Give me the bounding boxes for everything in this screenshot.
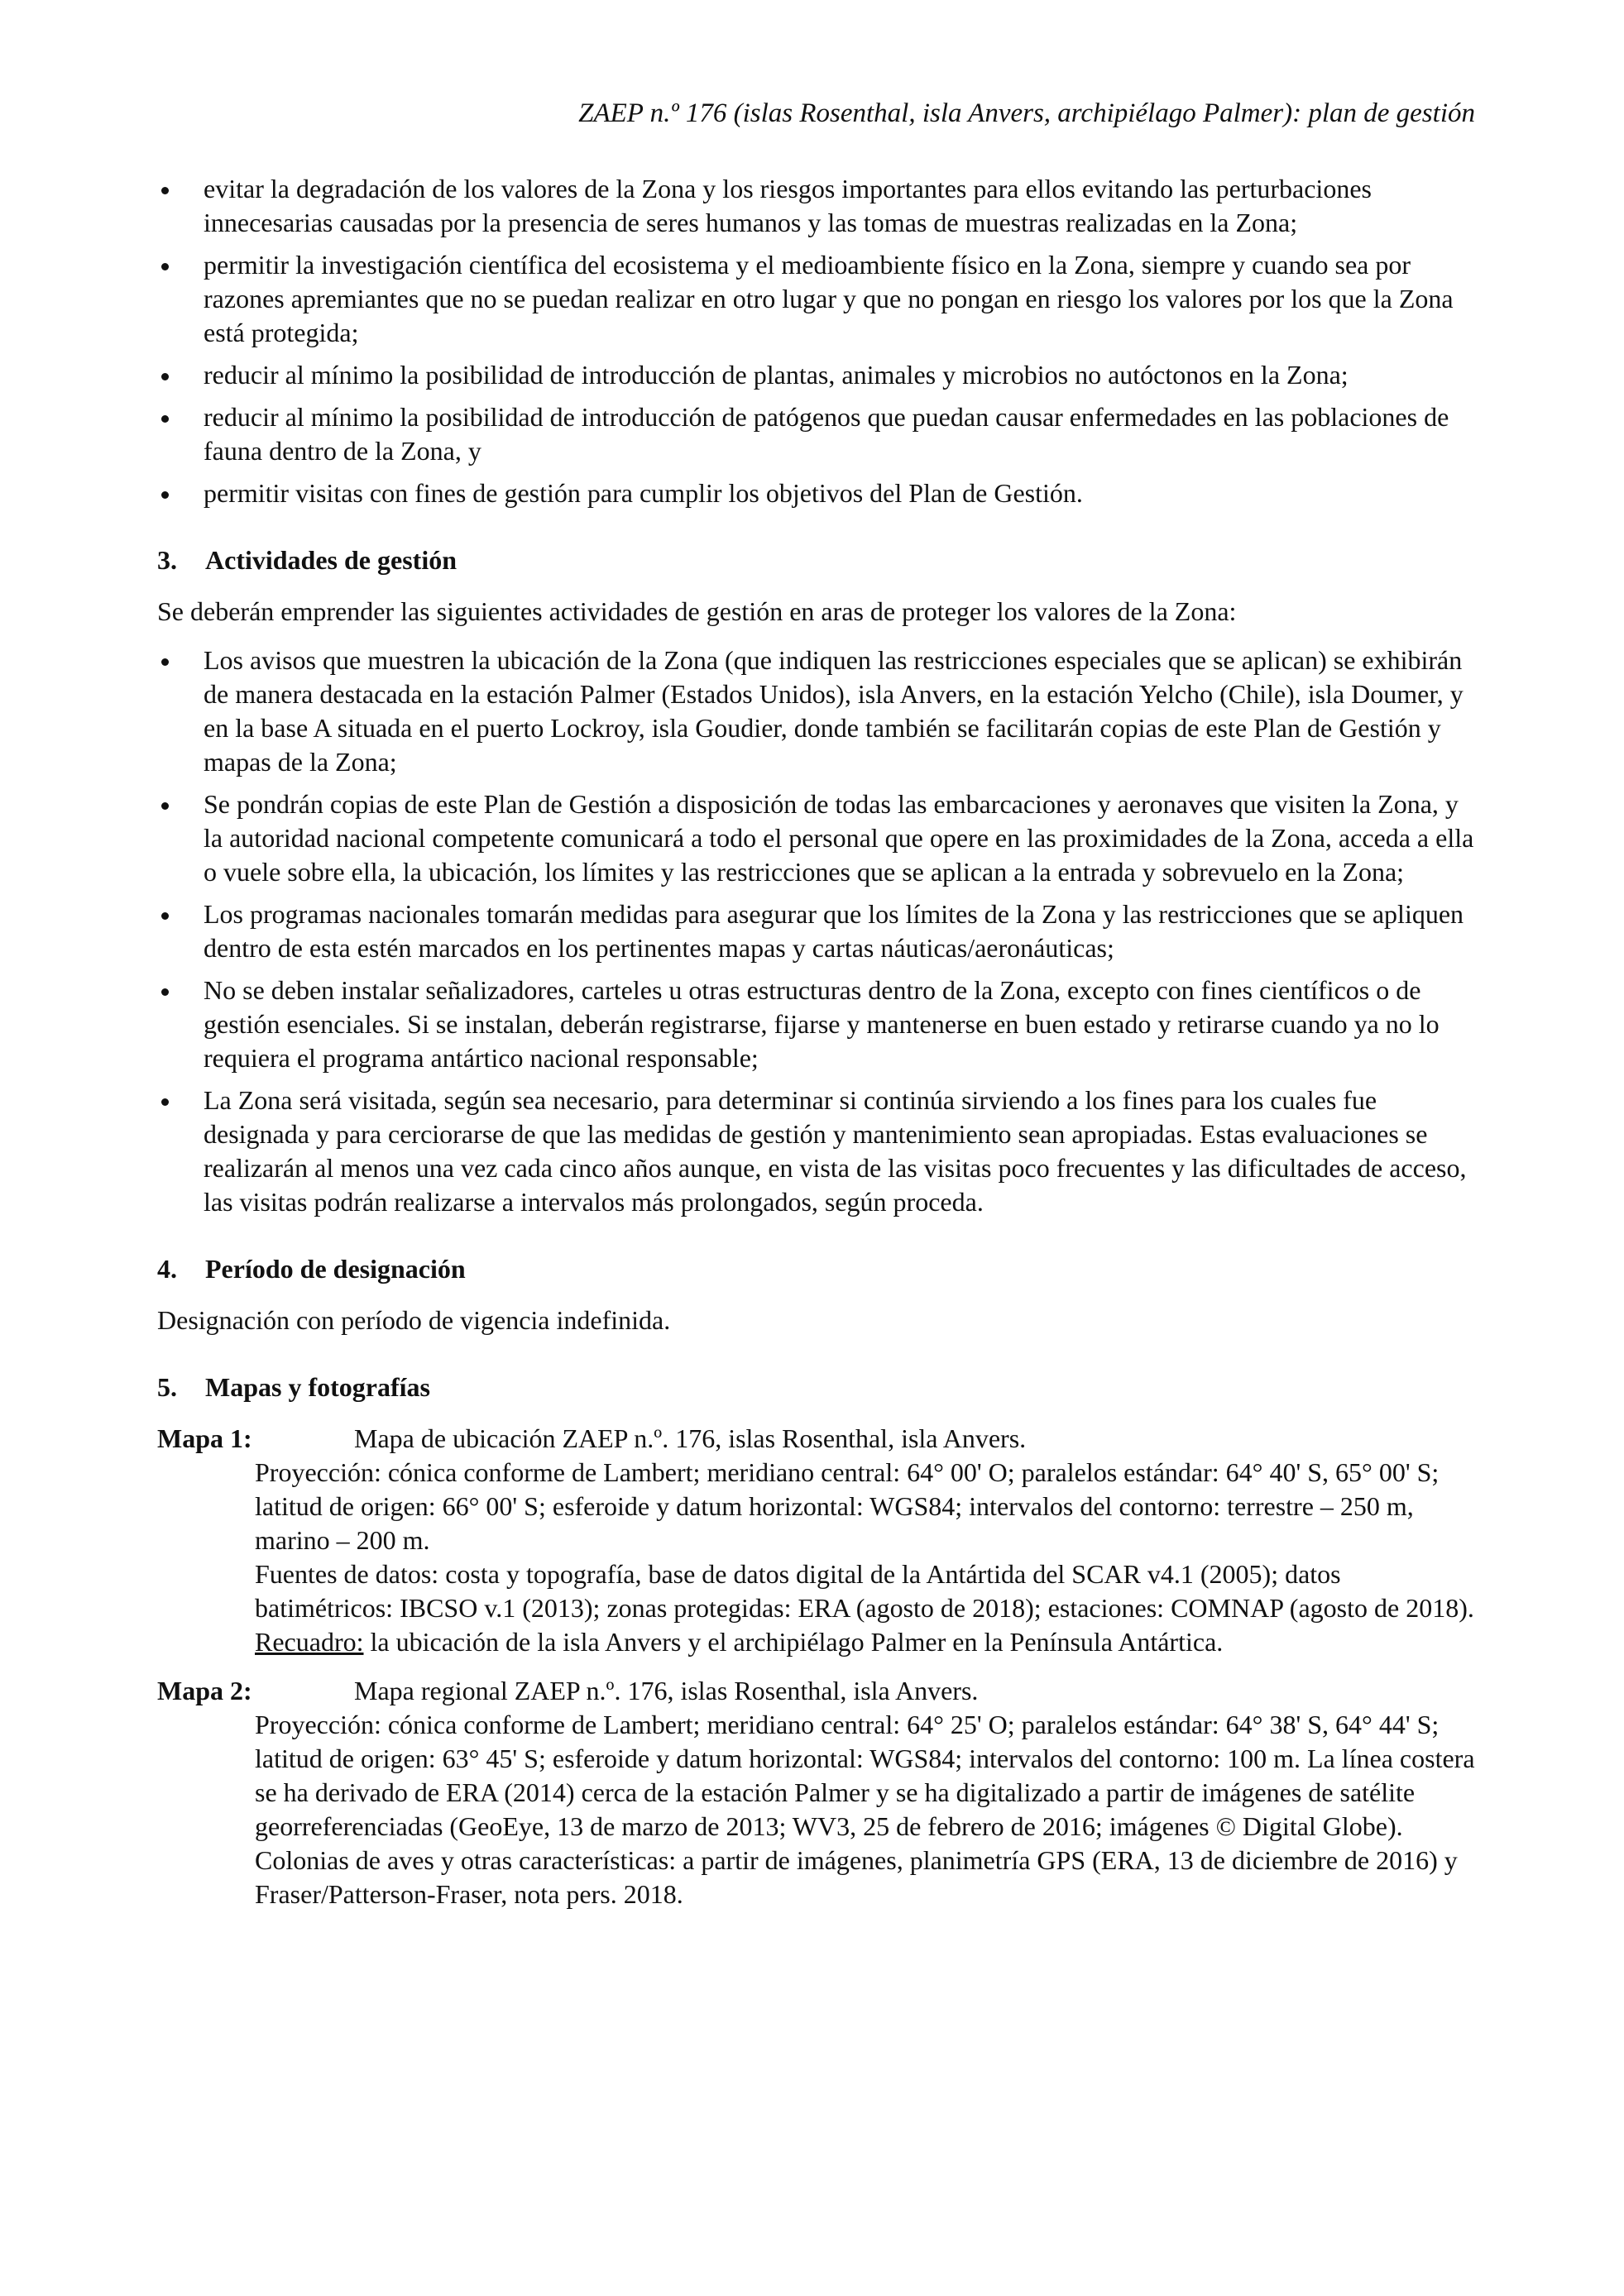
section-3-intro: Se deberán emprender las siguientes actividades de gestión en aras de proteger los valores de la Zona: xyxy=(157,596,1237,626)
map-title: Mapa regional ZAEP n.º. 176, islas Rosenthal, isla Anvers. xyxy=(354,1676,979,1705)
list-item: La Zona será visitada, según sea necesario, para determinar si continúa sirviendo a los fines para los cuales fue designada y para cerciorarse de que las medidas de gestión y mantenimiento sean apropiadas. Estas evaluaciones se realizarán al menos una vez cada cinco años aunque, en vista de las visitas poco frecuentes y las dificultades de acceso, las visitas podrán realizarse a intervalos más prolongados, según proceda. xyxy=(157,1083,1475,1219)
section-title: Mapas y fotografías xyxy=(205,1372,430,1402)
map-title: Mapa de ubicación ZAEP n.º. 176, islas Rosenthal, isla Anvers. xyxy=(354,1423,1027,1453)
inset-label: Recuadro: xyxy=(255,1627,364,1657)
bullet-icon xyxy=(161,373,169,380)
list-item: reducir al mínimo la posibilidad de introducción de plantas, animales y microbios no autóctonos en la Zona; xyxy=(157,358,1475,392)
list-item: reducir al mínimo la posibilidad de introducción de patógenos que puedan causar enfermedades en las poblaciones de fauna dentro de la Zona, y xyxy=(157,400,1475,468)
list-item: Los programas nacionales tomarán medidas para asegurar que los límites de la Zona y las restricciones que se apliquen dentro de esta estén marcados en los pertinentes mapas y cartas náuticas/aeronáuticas; xyxy=(157,897,1475,965)
section-title: Período de designación xyxy=(205,1254,466,1284)
management-activities-list xyxy=(157,643,1475,1219)
map-label: Mapa 1: xyxy=(157,1423,252,1453)
list-item: permitir la investigación científica del ecosistema y el medioambiente físico en la Zona, siempre y cuando sea por razones apremiantes que no se puedan realizar en otro lugar y que no pongan en riesgo los valores por los que la Zona está protegida; xyxy=(157,248,1475,350)
bullet-icon xyxy=(161,658,169,666)
running-title: ZAEP n.º 176 (islas Rosenthal, isla Anvers, archipiélago Palmer): plan de gestión xyxy=(578,98,1475,128)
bullet-icon xyxy=(161,988,169,996)
objectives-list xyxy=(157,172,1475,510)
map-inset xyxy=(255,1625,1475,1659)
bullet-icon xyxy=(161,491,169,499)
section-3-heading xyxy=(157,543,1475,577)
running-header xyxy=(0,97,1475,130)
section-number: 5. xyxy=(157,1372,177,1402)
map-projection: Proyección: cónica conforme de Lambert; meridiano central: 64° 00' O; paralelos estándar: 64° 40' S, 65° 00' S; latitud de origen: 66° 00' S; esferoide y datum horizontal: WGS84; intervalos del contorno: terrestre – 250 m, marino – 200 m. xyxy=(255,1457,1440,1555)
map-projection: Proyección: cónica conforme de Lambert; meridiano central: 64° 25' O; paralelos estándar: 64° 38' S, 64° 44' S; latitud de origen: 63° 45' S; esferoide y datum horizontal: WGS84; intervalos del contorno: 100 m. La línea costera se ha derivado de ERA (2014) cerca de la estación Palmer y se ha digitalizado a partir de imágenes de satélite georreferenciadas (GeoEye, 13 de marzo de 2013; WV3, 25 de febrero de 2016; imágenes © Digital Globe). Colonias de aves y otras características: a partir de imágenes, planimetría GPS (ERA, 13 de diciembre de 2016) y Fraser/Patterson-Fraser, nota pers. 2018. xyxy=(255,1710,1475,1909)
list-item: permitir visitas con fines de gestión para cumplir los objetivos del Plan de Gestión. xyxy=(157,476,1475,510)
list-item: Se pondrán copias de este Plan de Gestión a disposición de todas las embarcaciones y aeronaves que visiten la Zona, y la autoridad nacional competente comunicará a todo el personal que opere en las proximidades de la Zona, acceda a ella o vuele sobre ella, la ubicación, los límites y las restricciones que se aplican a la entrada y sobrevuelo en la Zona; xyxy=(157,787,1475,889)
bullet-icon xyxy=(161,187,169,194)
inset-text: la ubicación de la isla Anvers y el archipiélago Palmer en la Península Antártica. xyxy=(363,1627,1224,1657)
bullet-icon xyxy=(161,912,169,920)
bullet-icon xyxy=(161,263,169,270)
list-item: No se deben instalar señalizadores, carteles u otras estructuras dentro de la Zona, excepto con fines científicos o de gestión esenciales. Si se instalan, deberán registrarse, fijarse y mantenerse en buen estado y retirarse cuando ya no lo requiera el programa antártico nacional responsable; xyxy=(157,973,1475,1075)
section-5-heading xyxy=(157,1370,1475,1404)
section-title: Actividades de gestión xyxy=(205,545,457,575)
section-number: 3. xyxy=(157,545,177,575)
list-item: evitar la degradación de los valores de la Zona y los riesgos importantes para ellos evitando las perturbaciones innecesarias causadas por la presencia de seres humanos y las tomas de muestras realizadas en la Zona; xyxy=(157,172,1475,240)
section-number: 4. xyxy=(157,1254,177,1284)
list-item: Los avisos que muestren la ubicación de la Zona (que indiquen las restricciones especiales que se aplican) se exhibirán de manera destacada en la estación Palmer (Estados Unidos), isla Anvers, en la estación Yelcho (Chile), isla Doumer, y en la base A situada en el puerto Lockroy, isla Goudier, donde también se facilitarán copias de este Plan de Gestión y mapas de la Zona; xyxy=(157,643,1475,779)
section-4-text: Designación con período de vigencia indefinida. xyxy=(157,1305,671,1335)
bullet-icon xyxy=(161,1098,169,1106)
map-label: Mapa 2: xyxy=(157,1676,252,1705)
bullet-icon xyxy=(161,415,169,423)
section-4-heading xyxy=(157,1252,1475,1286)
map-1-entry xyxy=(157,1422,1475,1659)
page-content xyxy=(157,172,1475,1911)
bullet-icon xyxy=(161,802,169,810)
map-sources: Fuentes de datos: costa y topografía, base de datos digital de la Antártida del SCAR v4.1 (2005); datos batimétricos: IBCSO v.1 (2013); zonas protegidas: ERA (agosto de 2018); estaciones: COMNAP (agosto de 2018). xyxy=(255,1559,1474,1623)
map-2-entry xyxy=(157,1674,1475,1911)
